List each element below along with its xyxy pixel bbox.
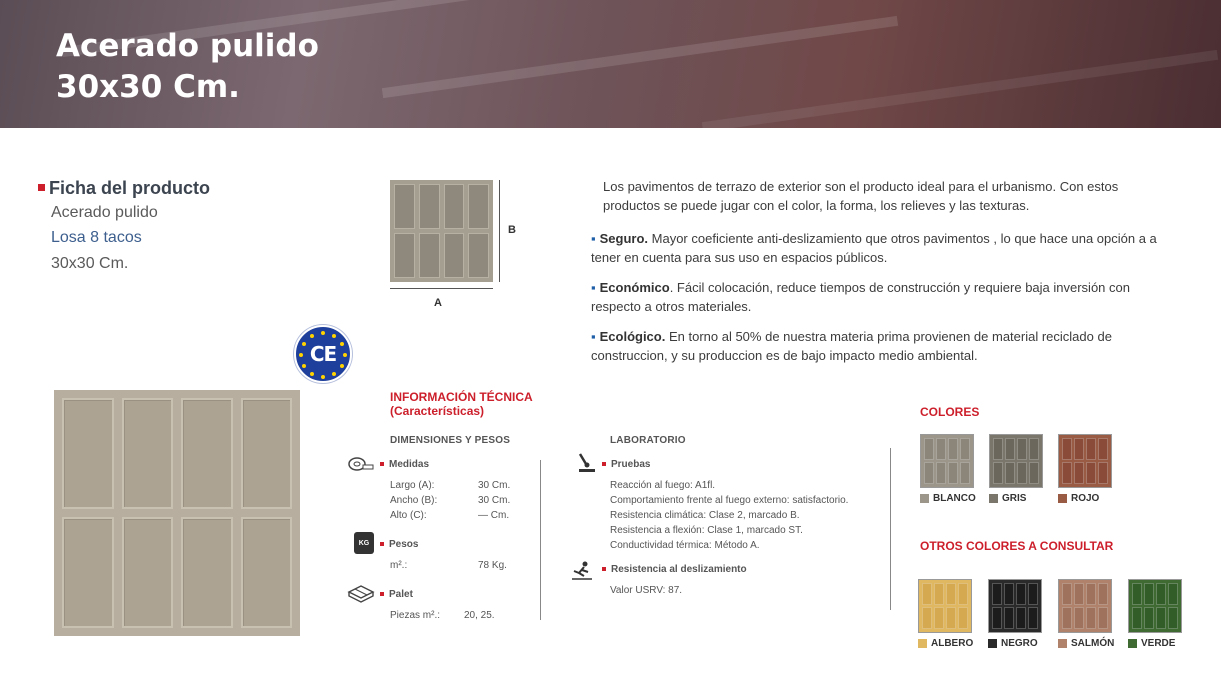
column-divider xyxy=(540,460,541,620)
dimensions-heading: DIMENSIONES Y PESOS xyxy=(390,435,511,446)
info-title-line-2: (Características) xyxy=(390,404,485,418)
dimension-label-b: B xyxy=(508,224,516,236)
color-name: NEGRO xyxy=(1001,638,1038,649)
title-line-2: 30x30 Cm. xyxy=(56,69,240,105)
pruebas-title-text: Pruebas xyxy=(611,459,651,470)
dim-value-ancho: 30 Cm. xyxy=(478,495,511,506)
banner-texture xyxy=(382,16,898,98)
color-name: ALBERO xyxy=(931,638,974,649)
peso-label: m².: xyxy=(390,560,408,571)
product-name: Acerado pulido xyxy=(51,204,158,221)
otros-colores-heading: OTROS COLORES A CONSULTAR xyxy=(920,539,1114,553)
lab-test-icon xyxy=(576,452,598,479)
ce-mark-text: CE xyxy=(309,342,337,366)
bullet-text: En torno al 50% de nuestra materia prima provienen de material reciclado de construccion, y su produccion es de bajo impacto medio ambiental. xyxy=(591,329,1112,363)
bullet-seguro xyxy=(591,229,1181,267)
prueba-line: Reacción al fuego: A1fl. xyxy=(610,480,716,491)
red-square-bullet xyxy=(38,184,45,191)
prueba-line: Resistencia a flexión: Clase 1, marcado ST. xyxy=(610,525,803,536)
ce-mark-logo xyxy=(294,325,352,383)
color-chip xyxy=(1128,639,1137,648)
dim-label-ancho: Ancho (B): xyxy=(390,495,438,506)
color-chip xyxy=(918,639,927,648)
header-banner xyxy=(0,0,1221,128)
color-swatch-rojo xyxy=(1058,434,1112,488)
red-dot xyxy=(380,462,384,466)
deslizamiento-value: Valor USRV: 87. xyxy=(610,585,683,596)
color-label-albero xyxy=(918,638,973,649)
medidas-title xyxy=(380,459,429,470)
color-chip xyxy=(1058,494,1067,503)
dim-label-alto: Alto (C): xyxy=(390,510,427,521)
color-name: VERDE xyxy=(1141,638,1176,649)
prueba-line: Comportamiento frente al fuego externo: satisfactorio. xyxy=(610,495,849,506)
bullet-ecologico xyxy=(591,327,1171,365)
color-name: GRIS xyxy=(1002,493,1027,504)
weight-icon xyxy=(354,532,374,554)
color-name: ROJO xyxy=(1071,493,1100,504)
color-swatch-salmón xyxy=(1058,579,1112,633)
color-name: BLANCO xyxy=(933,493,976,504)
weight-icon-text: KG xyxy=(358,539,370,547)
palet-label: Piezas m².: xyxy=(390,610,441,621)
color-chip xyxy=(1058,639,1067,648)
tape-measure-icon xyxy=(348,455,374,478)
red-dot xyxy=(380,542,384,546)
product-size: 30x30 Cm. xyxy=(51,255,129,272)
color-chip xyxy=(989,494,998,503)
deslizamiento-title xyxy=(602,564,747,575)
bullet-text: Mayor coeficiente anti-deslizamiento que otros pavimentos , lo que hace una opción a a tener en cuenta para sus uso en espacios públicos. xyxy=(591,231,1157,265)
page-title xyxy=(56,26,319,108)
pallet-icon xyxy=(347,584,375,609)
prueba-line: Resistencia climática: Clase 2, marcado B. xyxy=(610,510,800,521)
red-dot xyxy=(602,567,606,571)
dimension-line-a xyxy=(390,288,493,289)
banner-texture xyxy=(702,50,1218,128)
color-label-negro xyxy=(988,638,1038,649)
pruebas-title xyxy=(602,459,650,470)
color-label-rojo xyxy=(1058,493,1099,504)
palet-title-text: Palet xyxy=(389,589,413,600)
column-divider xyxy=(890,448,891,610)
slip-icon xyxy=(570,560,594,587)
color-swatch-blanco xyxy=(920,434,974,488)
color-label-verde xyxy=(1128,638,1175,649)
product-tile-image xyxy=(54,390,300,636)
prueba-line: Conductividad térmica: Método A. xyxy=(610,540,760,551)
medidas-title-text: Medidas xyxy=(389,459,430,470)
color-swatch-albero xyxy=(918,579,972,633)
color-label-salmón xyxy=(1058,638,1114,649)
bullet-title: Ecológico. xyxy=(599,329,666,344)
color-chip xyxy=(920,494,929,503)
dim-label-largo: Largo (A): xyxy=(390,480,435,491)
color-swatch-verde xyxy=(1128,579,1182,633)
lab-heading: LABORATORIO xyxy=(610,435,686,446)
red-dot xyxy=(380,592,384,596)
bullet-title: Económico xyxy=(599,280,670,295)
peso-value: 78 Kg. xyxy=(478,560,507,571)
color-swatch-gris xyxy=(989,434,1043,488)
palet-title xyxy=(380,589,413,600)
dim-value-largo: 30 Cm. xyxy=(478,480,511,491)
color-label-blanco xyxy=(920,493,976,504)
red-dot xyxy=(602,462,606,466)
dimension-line-b xyxy=(499,180,500,282)
title-line-1: Acerado pulido xyxy=(56,28,319,64)
info-title-line-1: INFORMACIÓN TÉCNICA xyxy=(390,390,533,404)
bullet-title: Seguro. xyxy=(599,231,649,246)
pesos-title-text: Pesos xyxy=(389,539,419,550)
description-intro: Los pavimentos de terrazo de exterior son el producto ideal para el urbanismo. Con estos productos se puede jugar con el color, la forma, los relieves y las texturas. xyxy=(603,179,1119,213)
tile-diagram xyxy=(390,180,493,282)
bullet-dot: ▪ xyxy=(591,280,596,295)
bullet-economico xyxy=(591,278,1171,316)
ficha-heading xyxy=(38,178,210,199)
info-technical-title xyxy=(390,390,533,418)
dim-value-alto: — Cm. xyxy=(478,510,510,521)
colores-heading: COLORES xyxy=(920,405,980,419)
pesos-title xyxy=(380,539,418,550)
color-swatch-negro xyxy=(988,579,1042,633)
bullet-text: . Fácil colocación, reduce tiempos de construcción y requiere baja inversión con respecto a otros materiales. xyxy=(591,280,1130,314)
bullet-dot: ▪ xyxy=(591,231,596,246)
color-chip xyxy=(988,639,997,648)
bullet-dot: ▪ xyxy=(591,329,596,344)
palet-value: 20, 25. xyxy=(464,610,495,621)
dimension-label-a: A xyxy=(434,297,442,309)
color-name: SALMÓN xyxy=(1071,638,1115,649)
deslizamiento-title-text: Resistencia al deslizamiento xyxy=(611,564,747,575)
ficha-heading-text: Ficha del producto xyxy=(49,178,211,198)
color-label-gris xyxy=(989,493,1026,504)
product-type: Losa 8 tacos xyxy=(51,229,142,246)
